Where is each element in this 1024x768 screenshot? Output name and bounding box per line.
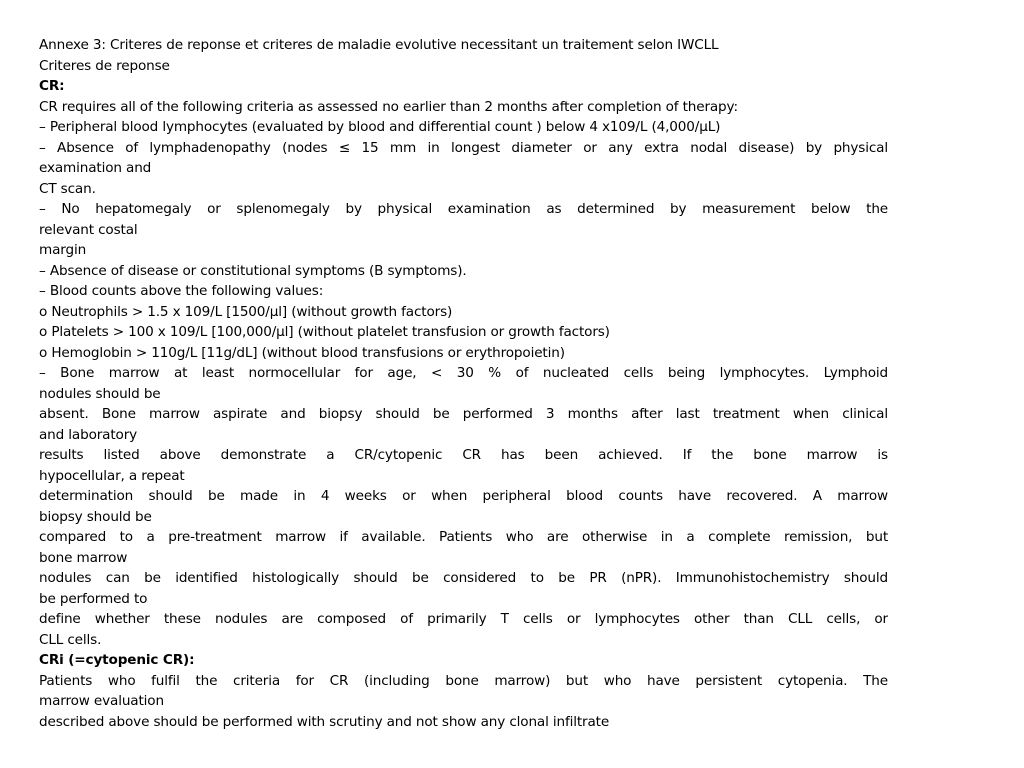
text-line: CR requires all of the following criteria as assessed no earlier than 2 months after completion of therapy: (39, 98, 738, 115)
text-line: – No hepatomegaly or splenomegaly by physical examination as determined by measurement below the (39, 201, 888, 217)
text-line: compared to a pre-treatment marrow if available. Patients who are otherwise in a complete remission, but (39, 529, 888, 545)
text-line: Patients who fulfil the criteria for CR (including bone marrow) but who have persistent cytopenia. The (39, 672, 888, 689)
text-line: examination and (39, 160, 152, 176)
text-line: – Absence of lymphadenopathy (nodes ≤ 15 mm in longest diameter or any extra nodal disease) by physical (39, 139, 888, 156)
text-line: o Hemoglobin > 110g/L [11g/dL] (without blood transfusions or erythropoietin) (39, 344, 565, 361)
text-line: Criteres de reponse (39, 57, 170, 74)
text-line: CT scan. (39, 180, 96, 197)
text-line: – Absence of disease or constitutional symptoms (B symptoms). (39, 262, 467, 279)
text-line: – Bone marrow at least normocellular for age, < 30 % of nucleated cells being lymphocytes. Lymphoid (39, 365, 888, 381)
text-line: nodules can be identified histologically should be considered to be PR (nPR). Immunohistochemistry should (39, 570, 888, 586)
text-line: described above should be performed with scrutiny and not show any clonal infiltrate (39, 713, 610, 730)
text-line: define whether these nodules are composed of primarily T cells or lymphocytes other than CLL cells, or (39, 611, 888, 627)
text-line: absent. Bone marrow aspirate and biopsy should be performed 3 months after last treatment when clinical (39, 406, 888, 422)
document-body (39, 35, 888, 732)
text-line: o Neutrophils > 1.5 x 109/L [1500/µl] (without growth factors) (39, 303, 453, 320)
text-line: – Blood counts above the following values: (39, 283, 324, 299)
text-line: be performed to (39, 590, 148, 607)
text-line: biopsy should be (39, 508, 152, 525)
text-line: bone marrow (39, 549, 128, 566)
section-heading: CRi (=cytopenic CR): (39, 652, 195, 668)
text-line: CLL cells. (39, 631, 102, 648)
section-heading: CR: (39, 78, 65, 94)
text-line: relevant costal (39, 221, 138, 238)
text-line: and laboratory (39, 426, 138, 443)
text-line: hypocellular, a repeat (39, 467, 185, 484)
text-line: nodules should be (39, 385, 161, 402)
text-line: o Platelets > 100 x 109/L [100,000/µl] (without platelet transfusion or growth factors) (39, 324, 610, 340)
text-line: margin (39, 242, 87, 258)
text-line: determination should be made in 4 weeks or when peripheral blood counts have recovered. A marrow (39, 488, 888, 504)
text-line: results listed above demonstrate a CR/cytopenic CR has been achieved. If the bone marrow is (39, 447, 888, 463)
text-line: marrow evaluation (39, 693, 164, 709)
text-line: Annexe 3: Criteres de reponse et criteres de maladie evolutive necessitant un traitement selon IWCLL (39, 37, 719, 53)
text-line: – Peripheral blood lymphocytes (evaluated by blood and differential count ) below 4 x109/L (4,000/µL) (39, 119, 721, 135)
